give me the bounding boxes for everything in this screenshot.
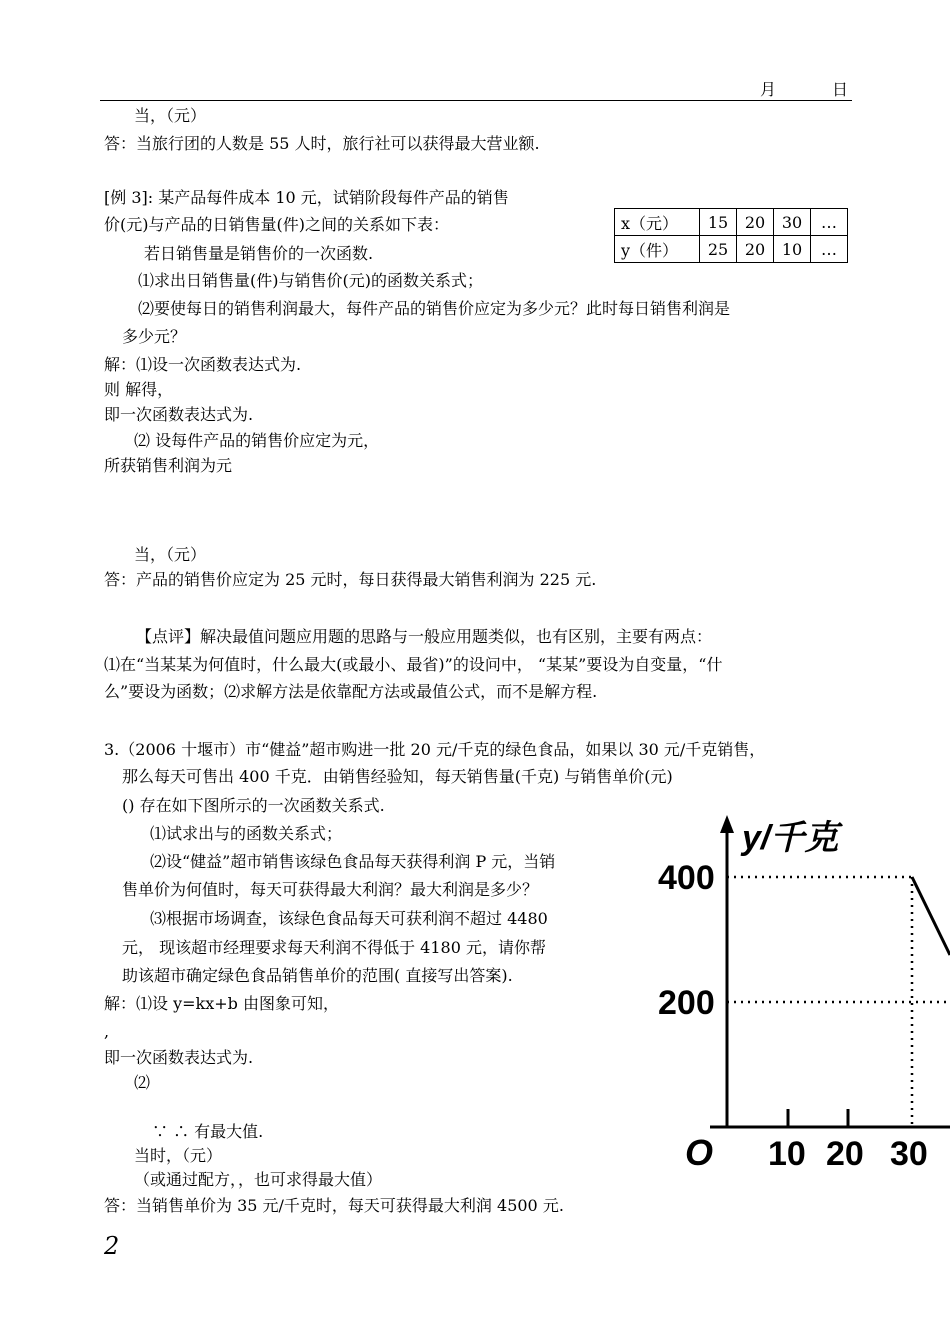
function-line: [912, 877, 950, 955]
text-line: ⑵: [134, 1073, 151, 1092]
text-line: ⑵要使每日的销售利润最大，每件产品的销售价应定为多少元？此时每日销售利润是: [138, 299, 731, 318]
price-table: [614, 208, 848, 263]
table-cell: 30: [774, 209, 811, 236]
text-line: 售单价为何值时，每天可获得最大利润？最大利润是多少？: [122, 880, 539, 899]
text-line: 答：产品的销售价应定为 25 元时，每日获得最大销售利润为 225 元.: [104, 570, 597, 589]
table-cell-label: y（件）: [615, 236, 700, 263]
text-line: （或通过配方，，也可求得最大值）: [134, 1170, 383, 1189]
header-month: 月: [760, 80, 777, 99]
text-line: ⑶根据市场调查，该绿色食品每天可获利润不超过 4480: [150, 909, 548, 928]
table-cell: 15: [700, 209, 737, 236]
table-cell-label: x（元）: [615, 209, 700, 236]
y-axis-label: y/千克: [742, 819, 839, 857]
text-line: 即一次函数表达式为.: [104, 405, 254, 424]
problem-heading: 3.（2006 十堰市）市“健益”超市购进一批 20 元/千克的绿色食品，如果以 30 元/千克销售，: [104, 740, 766, 759]
origin-label: O: [685, 1132, 714, 1173]
text-line: 解：⑴设一次函数表达式为.: [104, 355, 302, 374]
table-row: [615, 236, 848, 263]
text-line: 助该超市确定绿色食品销售单价的范围( 直接写出答案).: [122, 966, 513, 985]
text-line: 元， 现该超市经理要求每天利润不得低于 4180 元，请你帮: [122, 938, 546, 957]
text-line: () 存在如下图所示的一次函数关系式.: [122, 796, 385, 815]
text-line: ⑵ 设每件产品的销售价应定为元，: [134, 431, 380, 450]
text-line: 答：当旅行团的人数是 55 人时，旅行社可以获得最大营业额.: [104, 134, 540, 153]
table-cell: 20: [737, 209, 774, 236]
table-cell: 20: [737, 236, 774, 263]
text-line: 若日销售量是销售价的一次函数.: [144, 244, 374, 263]
text-line: ∵ ∴ 有最大值.: [152, 1122, 264, 1141]
x-tick-label: 20: [826, 1135, 864, 1173]
text-line: 价(元)与产品的日销售量(件)之间的关系如下表：: [104, 215, 449, 234]
table-cell: …: [811, 236, 848, 263]
y-tick-label: 200: [658, 984, 715, 1022]
commentary-line: ⑴在“当某某为何值时，什么最大(或最小、最省)”的设问中， “某某”要设为自变量，“什: [104, 655, 723, 674]
text-line: 解：⑴设 y=kx+b 由图象可知，: [104, 994, 339, 1013]
commentary-line: 么”要设为函数；⑵求解方法是依靠配方法或最值公式，而不是解方程.: [104, 682, 598, 701]
x-tick-label: 10: [768, 1135, 806, 1173]
header-rule: [100, 100, 852, 101]
y-axis-arrow: [720, 815, 734, 833]
text-line: 当，（元）: [134, 106, 207, 125]
table-cell: 25: [700, 236, 737, 263]
text-line: ⑴求出日销售量(件)与销售价(元)的函数关系式；: [138, 271, 483, 290]
y-tick-label: 400: [658, 859, 715, 897]
text-line: 多少元？: [122, 327, 187, 346]
text-line: ⑵设“健益”超市销售该绿色食品每天获得利润 P 元，当销: [150, 852, 556, 871]
text-line: ,: [104, 1022, 110, 1041]
commentary-line: 【点评】解决最值问题应用题的思路与一般应用题类似，也有区别，主要有两点：: [136, 627, 713, 646]
text-line: 那么每天可售出 400 千克．由销售经验知，每天销售量(千克) 与销售单价(元): [122, 767, 673, 786]
text-line: 当，（元）: [134, 545, 207, 564]
table-cell: 10: [774, 236, 811, 263]
text-line: 答：当销售单价为 35 元/千克时，每天可获得最大利润 4500 元.: [104, 1196, 564, 1215]
text-line: ⑴试求出与的函数关系式；: [150, 824, 343, 843]
header-day: 日: [832, 80, 849, 99]
table-row: [615, 209, 848, 236]
text-line: 所获销售利润为元: [104, 456, 233, 475]
example-heading: [例 3]: 某产品每件成本 10 元，试销阶段每件产品的销售: [104, 188, 509, 207]
x-tick-label: 30: [890, 1135, 928, 1173]
page-number: 2: [104, 1232, 120, 1260]
text-line: 则 解得，: [104, 380, 174, 399]
text-line: 即一次函数表达式为.: [104, 1048, 254, 1067]
table-cell: …: [811, 209, 848, 236]
text-line: 当时，（元）: [134, 1146, 223, 1165]
function-graph: [658, 815, 950, 1175]
